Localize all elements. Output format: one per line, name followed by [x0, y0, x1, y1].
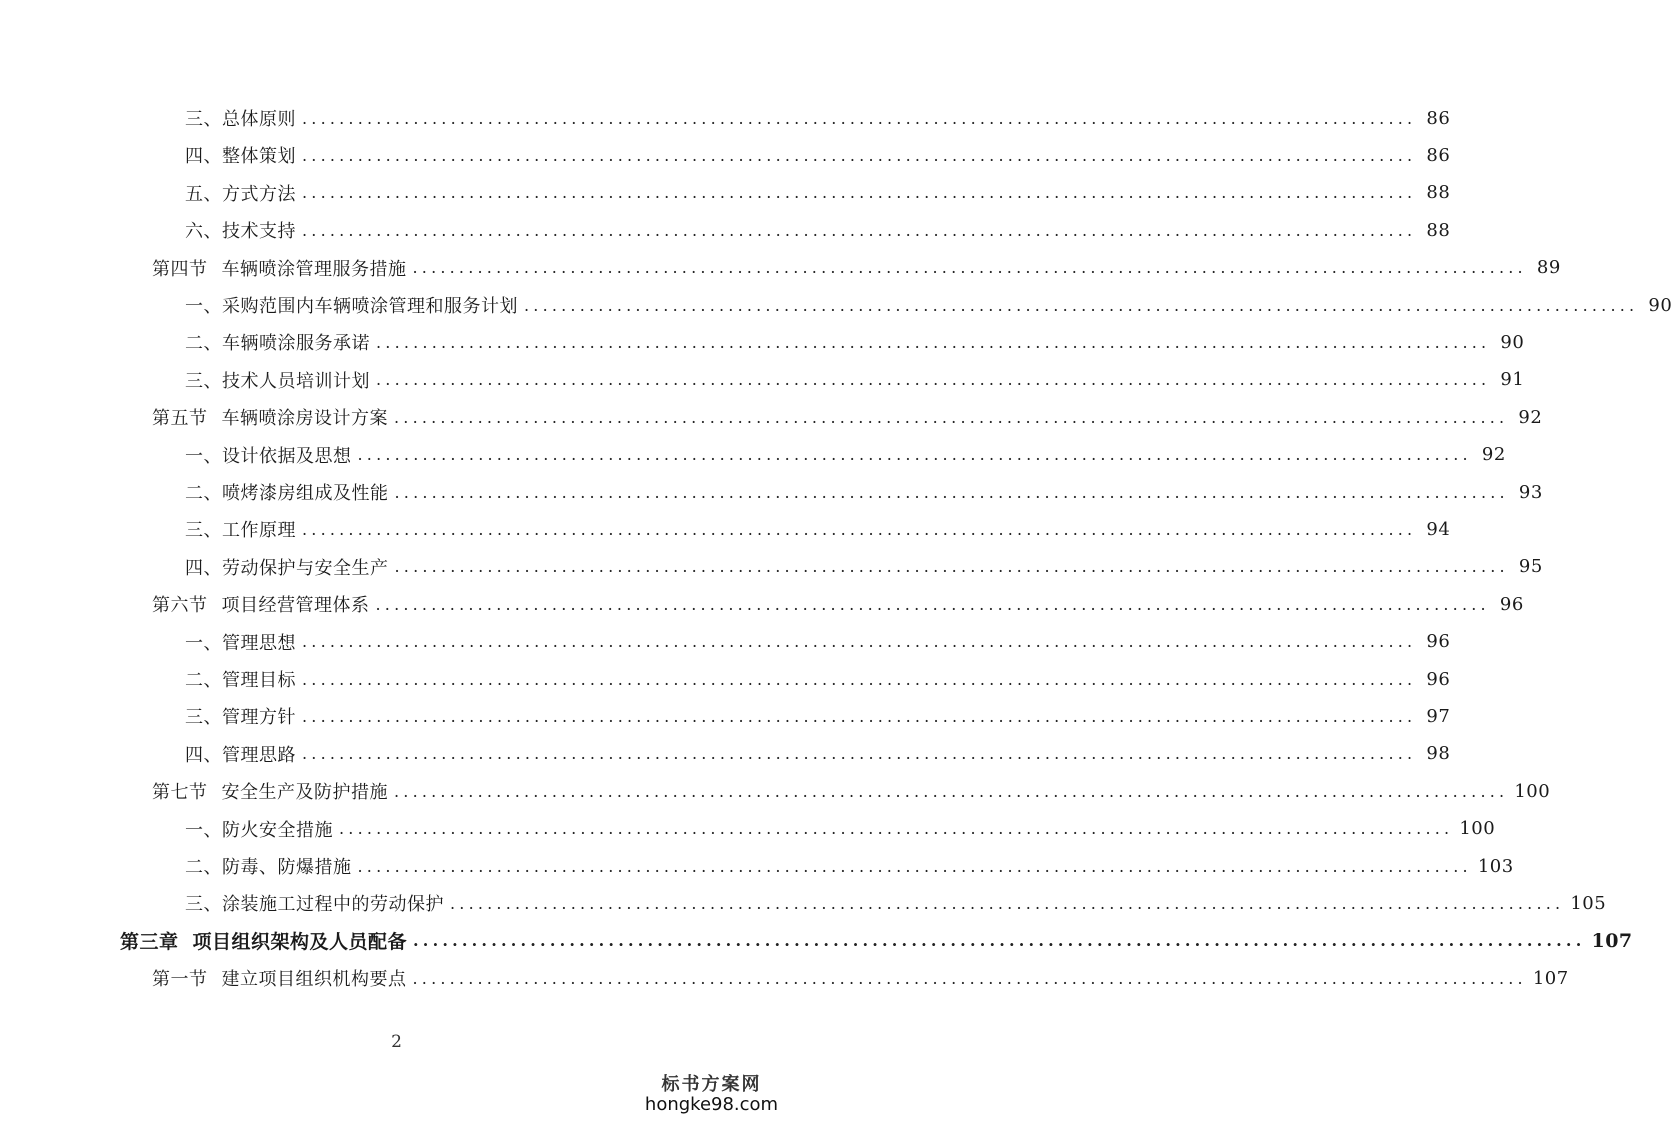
toc-entry-page: 100 — [1459, 818, 1496, 840]
toc-entry-number: 三、 — [185, 109, 222, 130]
toc-entry-page: 105 — [1570, 892, 1607, 914]
toc-dot-leader: ........................................................................................................................ — [394, 557, 1509, 577]
toc-entry-number: 第五节 — [152, 408, 208, 430]
toc-entry[interactable] — [185, 473, 1543, 511]
toc-dot-leader: ........................................................................................................................ — [302, 744, 1417, 764]
toc-entry[interactable] — [152, 398, 1543, 436]
toc-dot-leader: ........................................................................................................................ — [302, 519, 1417, 539]
toc-entry-number: 四、 — [185, 744, 222, 766]
toc-entry-page: 91 — [1500, 369, 1525, 391]
toc-entry-number: 第四节 — [152, 258, 208, 280]
toc-dot-leader: ........................................................................................................................ — [412, 968, 1527, 988]
toc-entry-number: 第七节 — [152, 782, 208, 804]
toc-entry-title: 项目经营管理体系 — [221, 595, 370, 617]
toc-entry[interactable] — [152, 249, 1561, 287]
toc-dot-leader: ........................................................................................................................ — [302, 183, 1417, 203]
toc-entry-title: 技术人员培训计划 — [222, 370, 370, 392]
toc-entry-page: 86 — [1426, 107, 1451, 129]
toc-entry-number: 四、 — [185, 146, 222, 168]
toc-dot-leader: ........................................................................................................................ — [394, 482, 1509, 502]
toc-dot-leader: ........................................................................................................................ — [302, 108, 1417, 128]
toc-entry-number: 一、 — [185, 445, 222, 467]
toc-entry[interactable] — [185, 510, 1451, 548]
toc-entry[interactable] — [152, 959, 1569, 997]
toc-entry-page: 89 — [1536, 257, 1561, 279]
toc-entry-page: 88 — [1426, 219, 1451, 241]
toc-entry-page: 98 — [1426, 743, 1451, 765]
toc-entry-title: 防毒、防爆措施 — [222, 857, 352, 878]
toc-entry-title: 方式方法 — [222, 183, 296, 205]
toc-dot-leader: ........................................................................................................................ — [339, 819, 1454, 839]
toc-entry-title: 采购范围内车辆喷涂管理和服务计划 — [222, 296, 518, 317]
toc-entry-title: 安全生产及防护措施 — [221, 782, 388, 804]
toc-entry-number: 一、 — [185, 632, 222, 654]
toc-entry-number: 六、 — [185, 221, 222, 243]
toc-dot-leader: ........................................................................................................................ — [302, 145, 1417, 165]
toc-entry[interactable] — [152, 772, 1551, 810]
toc-dot-leader: ........................................................................................................................ — [524, 295, 1639, 315]
toc-entry-number: 一、 — [185, 819, 222, 841]
toc-entry-number: 四、 — [185, 557, 222, 579]
toc-entry-title: 技术支持 — [222, 221, 296, 243]
toc-entry[interactable] — [185, 436, 1506, 474]
toc-entry-page: 96 — [1426, 668, 1451, 690]
watermark — [644, 1070, 779, 1115]
toc-entry-title: 管理方针 — [222, 707, 296, 729]
toc-entry[interactable] — [185, 136, 1451, 174]
toc-entry-title: 工作原理 — [222, 520, 296, 542]
toc-dot-leader: ........................................................................................................................ — [450, 893, 1565, 913]
toc-entry-page: 95 — [1518, 556, 1543, 578]
toc-dot-leader: ........................................................................................................................ — [302, 632, 1417, 652]
toc-dot-leader: ........................................................................................................................ — [302, 669, 1417, 689]
toc-entry-page: 107 — [1532, 967, 1569, 989]
toc-entry-title: 车辆喷涂管理服务措施 — [221, 258, 407, 280]
toc-entry-page: 90 — [1500, 331, 1525, 353]
toc-dot-leader: ........................................................................................................................ — [376, 370, 1491, 390]
toc-entry-number: 三、 — [185, 520, 222, 542]
toc-dot-leader: ........................................................................................................................ — [413, 931, 1586, 951]
toc-entry-title: 车辆喷涂服务承诺 — [222, 333, 370, 355]
toc-entry-page: 92 — [1481, 444, 1506, 466]
toc-dot-leader: ........................................................................................................................ — [302, 706, 1417, 726]
toc-entry[interactable] — [185, 660, 1451, 698]
toc-entry[interactable] — [185, 847, 1514, 885]
toc-entry-page: 100 — [1514, 780, 1551, 802]
toc-dot-leader: ........................................................................................................................ — [375, 594, 1490, 614]
toc-entry[interactable] — [185, 361, 1525, 399]
toc-dot-leader: ........................................................................................................................ — [394, 781, 1509, 801]
toc-entry-page: 92 — [1518, 406, 1543, 428]
toc-entry-page: 88 — [1426, 182, 1451, 204]
toc-entry[interactable] — [185, 211, 1451, 249]
toc-entry-page: 86 — [1426, 144, 1451, 166]
toc-entry-page: 93 — [1518, 481, 1543, 503]
toc-entry-number: 二、 — [185, 857, 222, 878]
toc-entry-number: 一、 — [185, 296, 222, 317]
toc-dot-leader: ........................................................................................................................ — [357, 856, 1472, 876]
watermark-url: hongke98.com — [644, 1094, 779, 1115]
toc-entry-page: 96 — [1499, 593, 1524, 615]
toc-entry-title: 防火安全措施 — [222, 819, 333, 841]
toc-entry-title: 管理思路 — [222, 744, 296, 766]
toc-entry-page: 107 — [1591, 929, 1633, 952]
toc-entry-title: 整体策划 — [222, 146, 296, 168]
toc-entry[interactable] — [185, 623, 1451, 661]
toc-dot-leader: ........................................................................................................................ — [412, 258, 1527, 278]
toc-entry-number: 二、 — [185, 670, 222, 691]
toc-entry[interactable] — [185, 884, 1607, 922]
toc-entry-title: 管理思想 — [222, 632, 296, 654]
toc-entry-number: 第六节 — [152, 595, 208, 617]
toc-entry-title: 项目组织架构及人员配备 — [192, 931, 408, 954]
toc-entry-number: 二、 — [185, 483, 222, 504]
toc-entry-number: 第一节 — [152, 969, 208, 991]
toc-entry-page: 96 — [1426, 631, 1451, 653]
toc-entry[interactable] — [152, 585, 1524, 623]
toc-entry[interactable] — [185, 548, 1543, 586]
toc-entry-page: 94 — [1426, 518, 1451, 540]
page-number: 2 — [391, 1032, 402, 1052]
toc-entry-number: 五、 — [185, 183, 222, 205]
toc-entry-number: 第三章 — [120, 931, 179, 954]
toc-entry[interactable] — [185, 810, 1496, 848]
toc-dot-leader: ........................................................................................................................ — [394, 407, 1509, 427]
toc-entry[interactable] — [185, 697, 1451, 735]
toc-entry-number: 二、 — [185, 333, 222, 355]
toc-entry-title: 设计依据及思想 — [222, 445, 352, 467]
toc-dot-leader: ........................................................................................................................ — [376, 332, 1491, 352]
toc-entry[interactable] — [185, 286, 1672, 324]
toc-entry-title: 总体原则 — [222, 109, 296, 130]
toc-dot-leader: ........................................................................................................................ — [357, 445, 1472, 465]
toc-entry-page: 103 — [1477, 855, 1514, 877]
toc-entry-number: 三、 — [185, 370, 222, 392]
toc-entry-title: 喷烤漆房组成及性能 — [222, 483, 389, 504]
toc-entry-title: 建立项目组织机构要点 — [221, 969, 407, 991]
toc-entry-number: 三、 — [185, 707, 222, 729]
toc-entry[interactable] — [185, 99, 1451, 137]
toc-entry-title: 劳动保护与安全生产 — [222, 557, 389, 579]
toc-entry-title: 管理目标 — [222, 670, 296, 691]
toc-entry[interactable] — [185, 174, 1451, 212]
toc-entry-title: 涂装施工过程中的劳动保护 — [222, 894, 444, 916]
toc-entry-title: 车辆喷涂房设计方案 — [221, 408, 388, 430]
toc-entry-page: 90 — [1648, 294, 1672, 316]
toc-entry-page: 97 — [1426, 705, 1451, 727]
toc-entry[interactable] — [185, 323, 1525, 361]
toc-entry-number: 三、 — [185, 894, 222, 916]
toc-entry[interactable] — [185, 735, 1451, 773]
watermark-name: 标书方案网 — [661, 1074, 762, 1095]
toc-entry[interactable] — [120, 922, 1633, 960]
toc-dot-leader: ........................................................................................................................ — [302, 220, 1417, 240]
